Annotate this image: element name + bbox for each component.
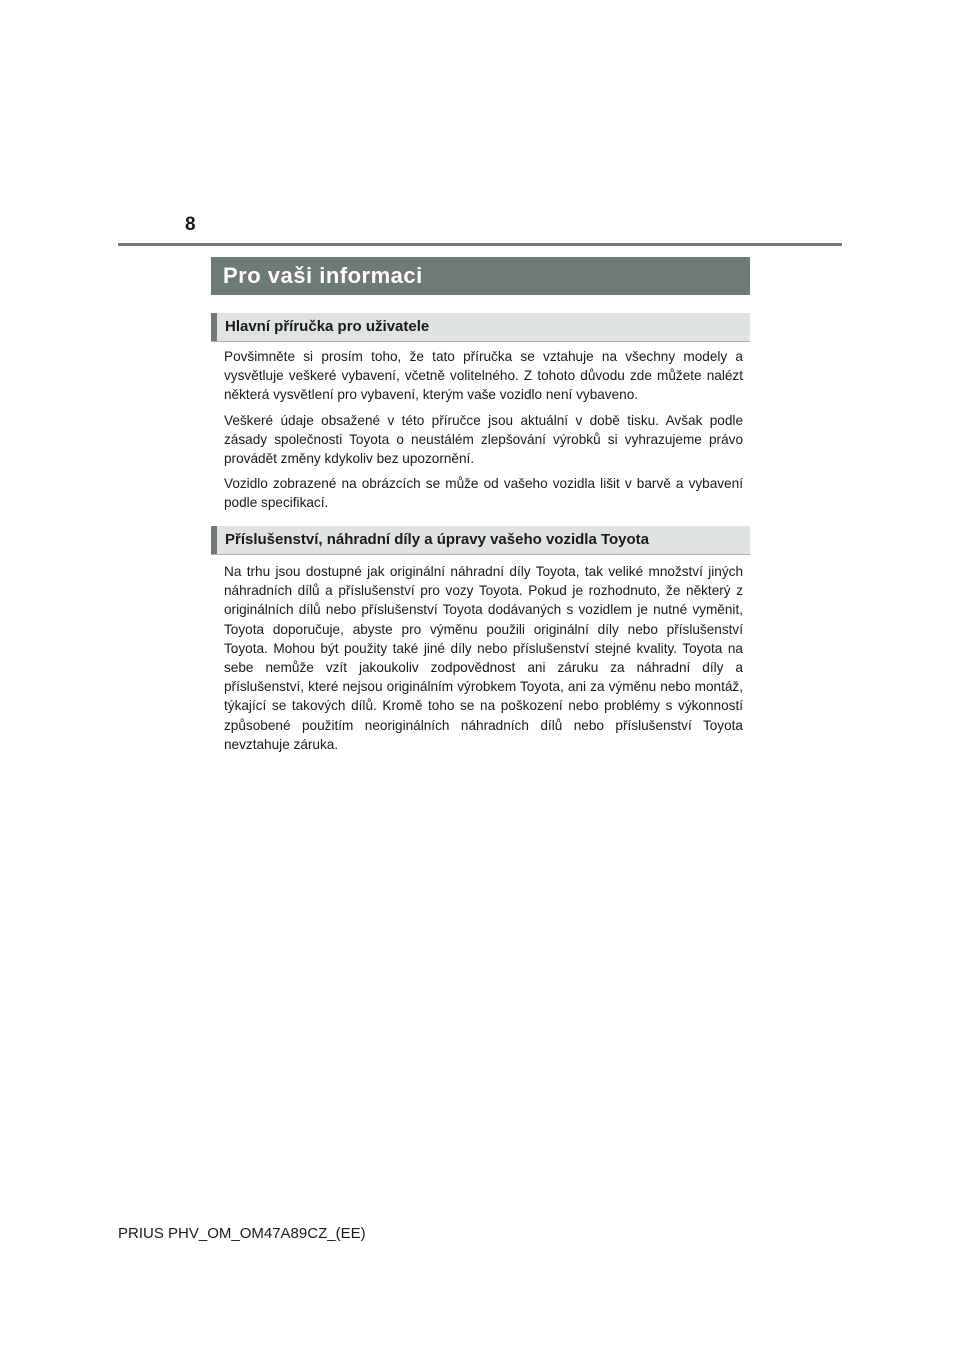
document-code-footer: PRIUS PHV_OM_OM47A89CZ_(EE) (118, 1225, 366, 1242)
paragraph: Vozidlo zobrazené na obrázcích se může od vašeho vozidla lišit v barvě a vybavení podle specifikací. (224, 476, 743, 511)
section-heading-accessories (211, 526, 750, 555)
section-body-user-manual (224, 347, 743, 519)
paragraph: Povšimněte si prosím toho, že tato příručka se vztahuje na všechny modely a vysvětluje veškeré vybavení, včetně volitelného. Z tohoto důvodu zde můžete nalézt některá vysvětlení pro vybavení, kterým vaše vozidlo není vybaveno. (224, 349, 743, 403)
chapter-title: Pro vaši informaci (211, 257, 750, 295)
paragraph: Na trhu jsou dostupné jak originální náhradní díly Toyota, tak veliké množství jiných náhradních dílů a příslušenství pro vozy Toyota. Pokud je rozhodnuto, že některý z originálních dílů nebo příslušenství Toyota dodávaných s vozidlem je nutné vyměnit, Toyota doporučuje, abyste pro výměnu použili originální díly nebo příslušenství Toyota. Mohou být použity také jiné díly nebo příslušenství stejné kvality. Toyota na sebe nemůže vzít jakoukoliv zodpovědnost ani záruku za náhradní díly a příslušenství, které nejsou originálním výrobkem Toyota, ani za výměnu nebo montáž, týkající se takových dílů. Kromě toho se na poškození nebo problémy s výkonností způsobené použitím neoriginálních náhradních dílů nebo příslušenství Toyota nevztahuje záruka. (224, 564, 743, 752)
section-heading-bar (211, 313, 217, 341)
section-heading-label: Hlavní příručka pro uživatele (225, 318, 430, 335)
header-rule (118, 243, 842, 246)
page-number: 8 (185, 214, 196, 235)
section-heading-bar (211, 526, 217, 554)
paragraph: Veškeré údaje obsažené v této příručce jsou aktuální v době tisku. Avšak podle zásady společnosti Toyota o neustálém zlepšování výrobků si vyhrazujeme právo provádět změny kdykoliv bez upozornění. (224, 412, 743, 467)
section-body-accessories (224, 562, 743, 760)
section-heading-label: Příslušenství, náhradní díly a úpravy vašeho vozidla Toyota (225, 531, 650, 548)
section-heading-user-manual (211, 313, 750, 342)
